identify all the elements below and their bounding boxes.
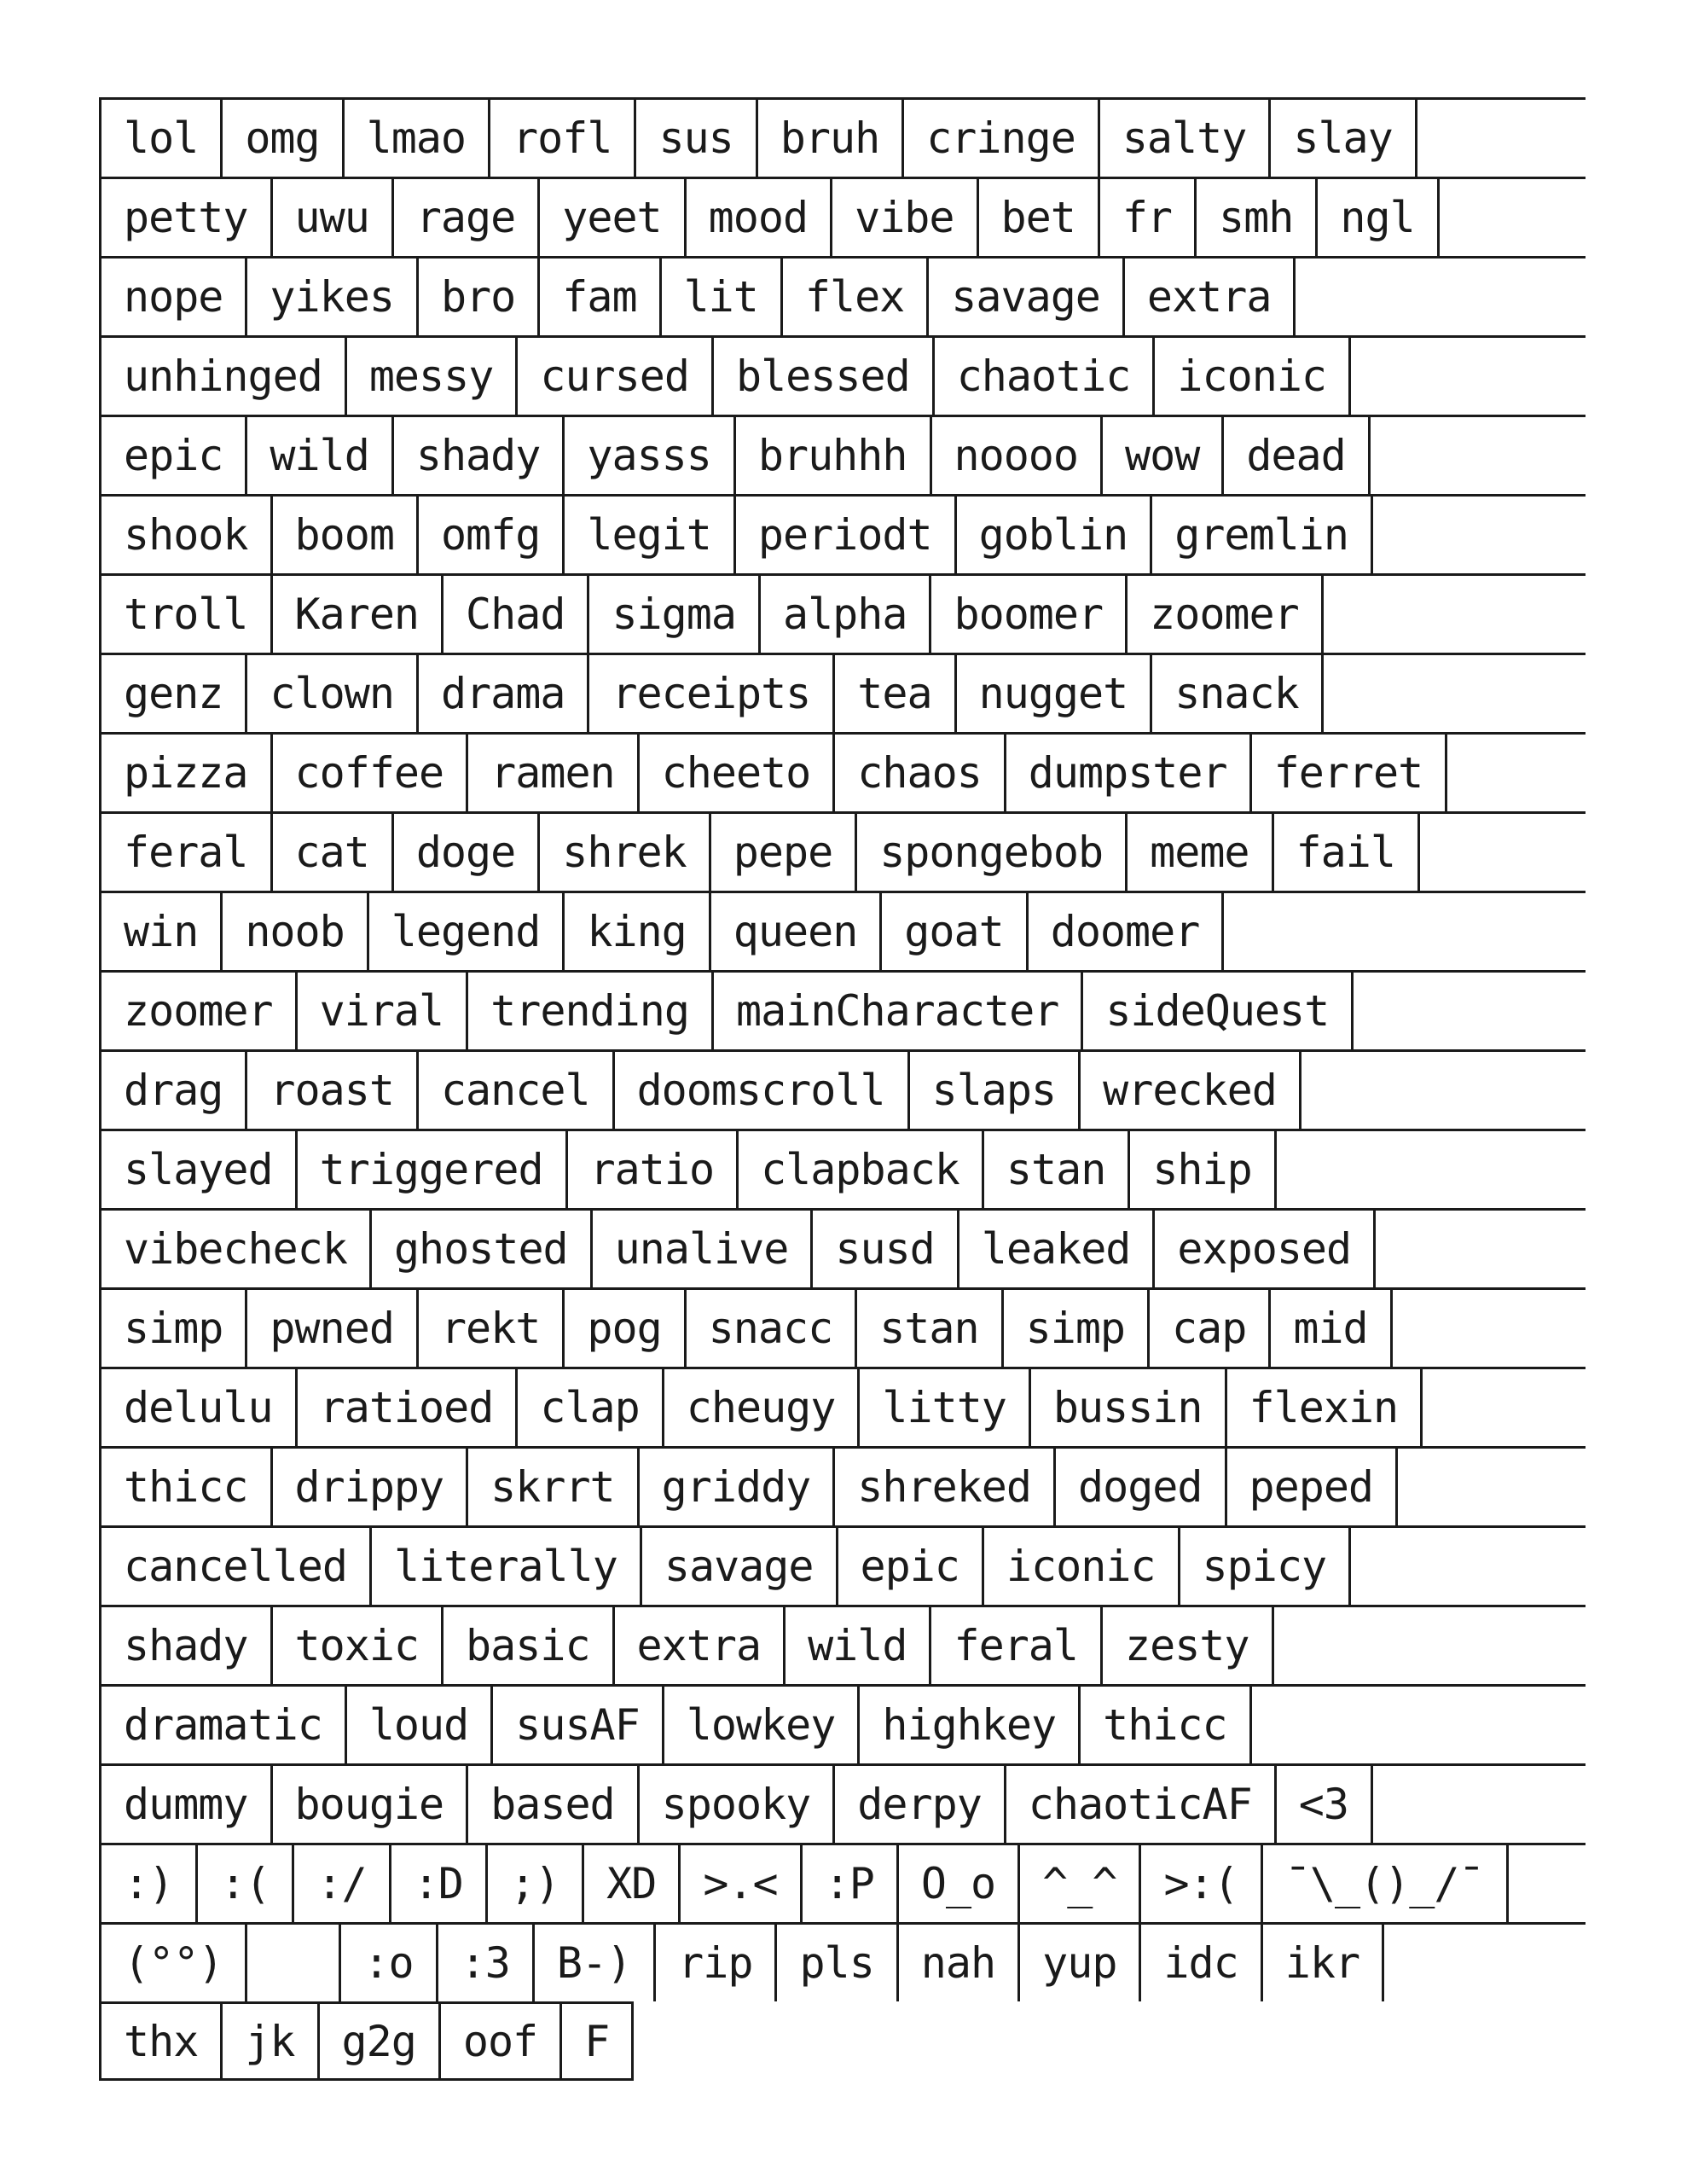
- word-cell: >.<: [681, 1845, 802, 1922]
- word-row: [101, 256, 1586, 335]
- word-cell: exposed: [1155, 1211, 1376, 1287]
- word-row: [101, 494, 1586, 573]
- word-cell: oof: [441, 2004, 562, 2078]
- word-cell: doge: [394, 814, 540, 891]
- word-cell: shady: [101, 1607, 273, 1684]
- word-cell: wild: [247, 417, 393, 494]
- word-cell: :D: [391, 1845, 488, 1922]
- word-cell: doomer: [1029, 893, 1225, 970]
- word-cell: ramen: [468, 735, 640, 811]
- word-cell: thicc: [1081, 1687, 1252, 1763]
- word-cell: epic: [838, 1528, 984, 1605]
- word-cell: derpy: [835, 1766, 1006, 1843]
- word-cell: receipts: [589, 655, 835, 732]
- word-cell: chaoticAF: [1006, 1766, 1277, 1843]
- word-cell: :P: [803, 1845, 899, 1922]
- word-row: [101, 1129, 1586, 1208]
- word-cell: cheeto: [640, 735, 836, 811]
- word-row: [101, 891, 1586, 970]
- word-cell: lmao: [345, 100, 490, 177]
- word-cell: ratioed: [298, 1369, 519, 1446]
- word-cell: shrek: [540, 814, 711, 891]
- word-cell: pepe: [711, 814, 857, 891]
- word-cell: omg: [223, 100, 344, 177]
- word-cell: king: [565, 893, 710, 970]
- word-cell: bro: [419, 258, 540, 335]
- word-cell: simp: [1004, 1290, 1150, 1367]
- word-row: [101, 2001, 634, 2081]
- word-cell: sideQuest: [1083, 973, 1354, 1049]
- word-cell: feral: [101, 814, 273, 891]
- word-cell: savage: [929, 258, 1125, 335]
- word-cell: yup: [1020, 1925, 1141, 2001]
- word-cell: queen: [711, 893, 883, 970]
- word-cell: trending: [468, 973, 714, 1049]
- word-row: [101, 97, 1586, 177]
- word-cell: goat: [882, 893, 1028, 970]
- word-cell: fam: [540, 258, 661, 335]
- word-row: [101, 1843, 1586, 1922]
- word-cell: pog: [565, 1290, 686, 1367]
- word-cell: yasss: [565, 417, 736, 494]
- word-cell: susAF: [493, 1687, 664, 1763]
- word-cell: highkey: [860, 1687, 1081, 1763]
- word-cell: ghosted: [372, 1211, 593, 1287]
- word-cell: slayed: [101, 1131, 298, 1208]
- word-cell: delulu: [101, 1369, 298, 1446]
- word-cell: spongebob: [857, 814, 1128, 891]
- word-cell: smh: [1197, 179, 1318, 256]
- word-cell: unalive: [593, 1211, 814, 1287]
- word-row: [101, 1446, 1586, 1525]
- word-cell: clown: [247, 655, 419, 732]
- word-cell: thx: [101, 2004, 223, 2078]
- word-cell: boomer: [931, 576, 1128, 653]
- word-cell: ngl: [1318, 179, 1439, 256]
- word-cell: pls: [777, 1925, 898, 2001]
- word-cell: ship: [1130, 1131, 1276, 1208]
- word-row: [101, 1763, 1586, 1843]
- word-cell: cap: [1150, 1290, 1271, 1367]
- word-cell: flexin: [1227, 1369, 1423, 1446]
- word-cell: alpha: [761, 576, 932, 653]
- word-row: [101, 1049, 1586, 1129]
- word-cell: drama: [419, 655, 590, 732]
- word-cell: zoomer: [1128, 576, 1324, 653]
- word-cell: basic: [443, 1607, 615, 1684]
- word-cell: vibe: [832, 179, 978, 256]
- word-cell: gremlin: [1152, 497, 1373, 573]
- word-cell: stan: [857, 1290, 1003, 1367]
- word-cell: leaked: [959, 1211, 1156, 1287]
- word-cell: yikes: [247, 258, 419, 335]
- word-cell: idc: [1141, 1925, 1262, 2001]
- word-cell: pizza: [101, 735, 273, 811]
- word-row: [101, 1605, 1586, 1684]
- word-cell: griddy: [640, 1449, 836, 1525]
- word-cell: litty: [860, 1369, 1031, 1446]
- word-cell: fr: [1100, 179, 1197, 256]
- word-cell: mainCharacter: [714, 973, 1083, 1049]
- word-cell: clapback: [739, 1131, 984, 1208]
- word-cell: shreked: [835, 1449, 1056, 1525]
- word-cell: simp: [101, 1290, 247, 1367]
- word-cell: roast: [247, 1052, 419, 1129]
- word-cell: rip: [656, 1925, 777, 2001]
- word-cell: extra: [1125, 258, 1296, 335]
- word-cell: F: [562, 2004, 634, 2078]
- word-cell: spooky: [640, 1766, 836, 1843]
- word-cell: noob: [223, 893, 368, 970]
- word-cell: clap: [518, 1369, 664, 1446]
- word-cell: cringe: [904, 100, 1100, 177]
- word-cell: wrecked: [1081, 1052, 1301, 1129]
- word-cell: cat: [273, 814, 394, 891]
- word-cell: chaotic: [935, 338, 1156, 415]
- word-cell: unhinged: [101, 338, 347, 415]
- word-cell: ferret: [1252, 735, 1448, 811]
- word-cell: cheugy: [664, 1369, 861, 1446]
- word-cell: dramatic: [101, 1687, 347, 1763]
- word-cell: flex: [783, 258, 929, 335]
- word-cell: (°°): [101, 1925, 247, 2001]
- word-cell: pwned: [247, 1290, 419, 1367]
- word-cell: extra: [615, 1607, 786, 1684]
- word-cell: based: [468, 1766, 640, 1843]
- word-cell: viral: [298, 973, 469, 1049]
- word-cell: Karen: [273, 576, 444, 653]
- word-cell: zesty: [1103, 1607, 1274, 1684]
- word-cell: :): [101, 1845, 198, 1922]
- word-cell: :o: [341, 1925, 438, 2001]
- word-cell: rage: [394, 179, 540, 256]
- word-cell: uwu: [273, 179, 394, 256]
- word-cell: meme: [1128, 814, 1273, 891]
- word-cell: ;): [488, 1845, 584, 1922]
- word-cell: thicc: [101, 1449, 273, 1525]
- word-cell: bruh: [758, 100, 904, 177]
- word-cell: triggered: [298, 1131, 568, 1208]
- word-cell: periodt: [736, 497, 957, 573]
- word-cell: shook: [101, 497, 273, 573]
- word-cell: nope: [101, 258, 247, 335]
- word-cell: :/: [294, 1845, 391, 1922]
- word-cell: noooo: [932, 417, 1104, 494]
- word-cell: ¯\_()_/¯: [1263, 1845, 1509, 1922]
- word-cell: [247, 1925, 341, 2001]
- word-cell: lowkey: [664, 1687, 861, 1763]
- word-row: [101, 1367, 1586, 1446]
- word-cell: legend: [369, 893, 565, 970]
- word-cell: skrrt: [468, 1449, 640, 1525]
- word-cell: fail: [1274, 814, 1420, 891]
- word-row: [101, 970, 1586, 1049]
- word-cell: epic: [101, 417, 247, 494]
- word-cell: ratio: [568, 1131, 739, 1208]
- word-cell: rekt: [419, 1290, 565, 1367]
- word-row: [101, 177, 1586, 256]
- word-cell: stan: [984, 1131, 1130, 1208]
- word-cell: zoomer: [101, 973, 298, 1049]
- word-cell: goblin: [957, 497, 1153, 573]
- word-cell: petty: [101, 179, 273, 256]
- word-row: [101, 732, 1586, 811]
- word-cell: mood: [687, 179, 832, 256]
- slang-word-grid: [99, 97, 1586, 2081]
- word-cell: cursed: [518, 338, 714, 415]
- word-cell: toxic: [273, 1607, 444, 1684]
- word-cell: O_o: [899, 1845, 1020, 1922]
- word-cell: doomscroll: [615, 1052, 910, 1129]
- word-row: [101, 573, 1586, 653]
- word-cell: nugget: [957, 655, 1153, 732]
- word-cell: cancel: [419, 1052, 615, 1129]
- word-cell: omfg: [419, 497, 565, 573]
- word-cell: snacc: [687, 1290, 858, 1367]
- word-cell: slay: [1271, 100, 1417, 177]
- word-cell: bougie: [273, 1766, 469, 1843]
- word-cell: dead: [1224, 417, 1370, 494]
- word-cell: susd: [813, 1211, 959, 1287]
- word-cell: iconic: [1155, 338, 1351, 415]
- word-cell: spicy: [1180, 1528, 1352, 1605]
- word-row: [101, 1525, 1586, 1605]
- word-row: [101, 653, 1586, 732]
- word-cell: doged: [1056, 1449, 1227, 1525]
- word-cell: vibecheck: [101, 1211, 372, 1287]
- word-cell: snack: [1152, 655, 1324, 732]
- word-cell: jk: [223, 2004, 319, 2078]
- word-row: [101, 415, 1586, 494]
- word-cell: salty: [1100, 100, 1272, 177]
- word-cell: peped: [1227, 1449, 1399, 1525]
- word-cell: iconic: [984, 1528, 1180, 1605]
- word-cell: nah: [899, 1925, 1020, 2001]
- word-cell: bruhhh: [736, 417, 932, 494]
- word-cell: lit: [662, 258, 783, 335]
- word-cell: wild: [786, 1607, 931, 1684]
- word-cell: drag: [101, 1052, 247, 1129]
- word-cell: :3: [438, 1925, 535, 2001]
- word-row: [101, 1684, 1586, 1763]
- word-cell: feral: [931, 1607, 1103, 1684]
- word-cell: rofl: [490, 100, 636, 177]
- word-cell: mid: [1271, 1290, 1392, 1367]
- word-cell: coffee: [273, 735, 469, 811]
- word-row: [101, 1208, 1586, 1287]
- word-row: [101, 1287, 1586, 1367]
- word-cell: Chad: [443, 576, 589, 653]
- word-cell: ikr: [1263, 1925, 1384, 2001]
- word-cell: loud: [347, 1687, 493, 1763]
- word-cell: cancelled: [101, 1528, 372, 1605]
- word-cell: lol: [101, 100, 223, 177]
- word-cell: shady: [394, 417, 565, 494]
- word-cell: dummy: [101, 1766, 273, 1843]
- word-cell: sus: [636, 100, 757, 177]
- word-row: [101, 1922, 1586, 2001]
- word-cell: dumpster: [1006, 735, 1252, 811]
- word-cell: XD: [584, 1845, 681, 1922]
- word-cell: bet: [979, 179, 1100, 256]
- word-cell: tea: [835, 655, 956, 732]
- word-row: [101, 335, 1586, 415]
- word-cell: slaps: [910, 1052, 1081, 1129]
- word-cell: B-): [535, 1925, 656, 2001]
- word-cell: >:(: [1141, 1845, 1262, 1922]
- word-row: [101, 811, 1586, 891]
- word-cell: win: [101, 893, 223, 970]
- word-cell: troll: [101, 576, 273, 653]
- word-cell: chaos: [835, 735, 1006, 811]
- word-cell: blessed: [714, 338, 935, 415]
- word-cell: bussin: [1031, 1369, 1227, 1446]
- word-cell: g2g: [320, 2004, 441, 2078]
- word-cell: ^_^: [1020, 1845, 1141, 1922]
- word-cell: yeet: [540, 179, 686, 256]
- word-cell: legit: [565, 497, 736, 573]
- word-cell: genz: [101, 655, 247, 732]
- word-cell: messy: [347, 338, 519, 415]
- word-cell: literally: [372, 1528, 642, 1605]
- word-cell: :(: [198, 1845, 294, 1922]
- word-cell: sigma: [589, 576, 761, 653]
- word-cell: boom: [273, 497, 419, 573]
- word-cell: <3: [1277, 1766, 1373, 1843]
- word-cell: wow: [1103, 417, 1224, 494]
- word-cell: drippy: [273, 1449, 469, 1525]
- word-cell: savage: [642, 1528, 838, 1605]
